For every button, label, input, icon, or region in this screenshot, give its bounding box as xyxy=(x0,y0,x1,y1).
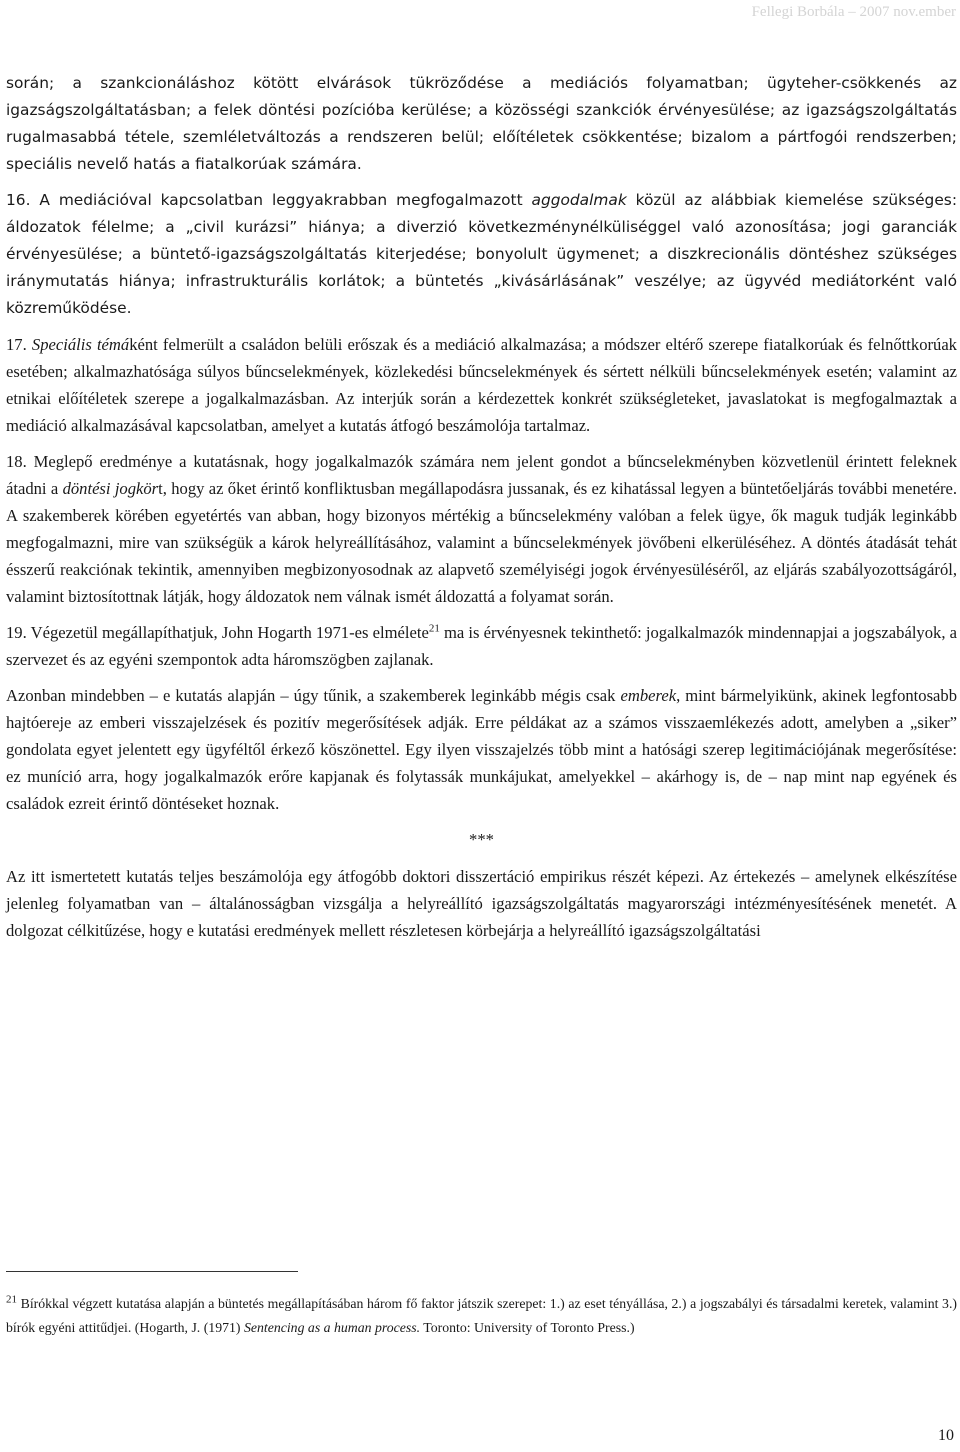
paragraph-18 xyxy=(6,448,957,610)
paragraph-18-text-a: 18. Meglepő eredménye a kutatásnak, hogy jogalkalmazók számára nem jelent gondot a bűncselekményben közvetlenül érintett feleknek átadni a xyxy=(6,452,957,498)
paragraph-16-emphasis: aggodalmak xyxy=(531,191,627,209)
paragraph-21: Az itt ismertetett kutatás teljes beszámolója egy átfogóbb doktori disszertáció empirikus részét képezi. Az értekezés – amelynek elkészítése jelenleg folyamatban van – általánosságban vizsgálja a helyreállító igazságszolgáltatás magyarországi intézményesítésének menetét. A dolgozat célkitűzése, hogy e kutatási eredmények mellett részletesen körbejárja a helyreállító igazságszolgáltatási xyxy=(6,867,957,940)
paragraph-17-emphasis: Speciális témá xyxy=(31,335,130,354)
paragraph-20 xyxy=(6,682,957,817)
running-header: Fellegi Borbála – 2007 nov.ember xyxy=(751,4,956,20)
section-separator: *** xyxy=(469,830,494,849)
footnote-divider xyxy=(6,1271,298,1272)
footnote-21 xyxy=(6,1292,957,1340)
paragraph-16 xyxy=(6,187,957,322)
paragraph-18-emphasis: döntési jogkör xyxy=(62,479,159,498)
paragraph-19 xyxy=(6,619,957,673)
paragraph-17 xyxy=(6,331,957,439)
page-number: 10 xyxy=(938,1427,954,1444)
footnote-reference-21: 21 xyxy=(428,622,440,635)
paragraph-19-text-b: ma is érvényesnek tekinthető: jogalkalmazók mindennapjai a jogszabályok, a szervezet és az egyéni szempontok adta háromszögben zajlanak. xyxy=(6,623,957,669)
paragraph-17-text-a: 17. xyxy=(6,335,32,354)
paragraph-17-text-b: ként felmerült a családon belüli erőszak és a mediáció alkalmazása; a módszer eltérő szerepe fiatalkorúak és felnőttkorúak esetében; alkalmazhatósága súlyos bűncselekmények, közlekedési bűncselekmények és sértett nélküli bűncselekmények esetén; valamint az etnikai előítéletek szerepe a jogalkalmazásban. Az interjúk során a kérdezettek konkrét szükségleteket, javaslatokat is megfogalmaztak a mediáció alkalmazásával kapcsolatban, amelyet a kutatás átfogó beszámolója tartalmaz. xyxy=(6,335,957,435)
body-text xyxy=(6,70,957,953)
footnote-text-a: Bírókkal végzett kutatása alapján a büntetés megállapításában három fő faktor játszik szerepet: 1.) az eset tényállása, 2.) a jogszabályi és társadalmi keretek, valamint 3.) bírók egyéni attitűdjei. (Hogarth, J. (1971) xyxy=(6,1296,957,1335)
paragraph-15-continuation: során; a szankcionáláshoz kötött elvárások tükröződése a mediációs folyamatban; ügyteher-csökkenés az igazságszolgáltatásban; a felek döntési pozícióba kerülése; a közösségi szankciók érvényesülése; az igazságszolgáltatás rugalmasabbá tétele, szemléletváltozás a rendszeren belül; előítéletek csökkentése; bizalom a pártfogói rendszerben; speciális nevelő hatás a fiatalkorúak számára. xyxy=(6,74,957,173)
footnote-text-b: Toronto: University of Toronto Press.) xyxy=(420,1320,635,1335)
paragraph-20-text-b: , mint bármelyikünk, akinek legfontosabb hajtóereje az emberi visszajelzések és pozitív megerősítések adják. Erre példákat az a számos visszaemlékezés adott, amelyben a „siker” gondolata egyet jelentett egy ügyféltől érkező köszönettel. Egy ilyen visszajelzés több mint a hatósági szerep legitimációjának megerősítése: ez muníció arra, hogy jogalkalmazók erőre kapjanak és folytassák munkájukat, amelyekkel – akárhogy is, de – nap mint nap egyének és családok ezreit érintő döntéseket hoznak. xyxy=(6,686,957,813)
paragraph-20-text-a: Azonban mindebben – e kutatás alapján – úgy tűnik, a szakemberek leginkább mégis csak xyxy=(6,686,621,705)
paragraph-16-text-a: 16. A mediációval kapcsolatban leggyakrabban megfogalmazott xyxy=(6,191,532,209)
paragraph-20-emphasis: emberek xyxy=(620,686,677,705)
paragraph-18-text-b: t, hogy az őket érintő konfliktusban megállapodásra jussanak, és ez kihatással legyen a büntetőeljárás további menetére. A szakemberek körében egyetértés van abban, hogy bizonyos mértékig a bűncselekmény valóban a felek ügye, ők maguk tudják leginkább megfogalmazni, mire van szükségük a károk helyreállításához, valamint a bűncselekmények jövőbeni elkerüléséhez. A döntés átadását tehát ésszerű reakciónak tekintik, amennyiben megbizonyosodnak az alapvető személyiségi jogok érvényesüléséről, az eljárás szabályozottságáról, valamint biztosítottnak látják, hogy áldozatok nem válnak ismét áldozattá a folyamat során. xyxy=(6,479,958,606)
footnote-number: 21 xyxy=(6,1293,17,1306)
paragraph-19-text-a: 19. Végezetül megállapíthatjuk, John Hogarth 1971-es elmélete xyxy=(6,623,429,642)
footnote-book-title: Sentencing as a human process. xyxy=(243,1320,421,1335)
paragraph-16-text-b: közül az alábbiak kiemelése szükséges: áldozatok félelme; a „civil kurázsi” hiánya; a diverzió következménynélküliséggel való azonosítása; jogi garanciák érvényesülése; a büntető-igazságszolgáltatás kiterjedése; bonyolult ügymenet; a diszkrecionális döntéshez szükséges iránymutatás hiánya; infrastrukturális korlátok; a büntetés „kivásárlásának” veszélye; az ügyvéd mediátorként való közreműködése. xyxy=(6,191,958,317)
